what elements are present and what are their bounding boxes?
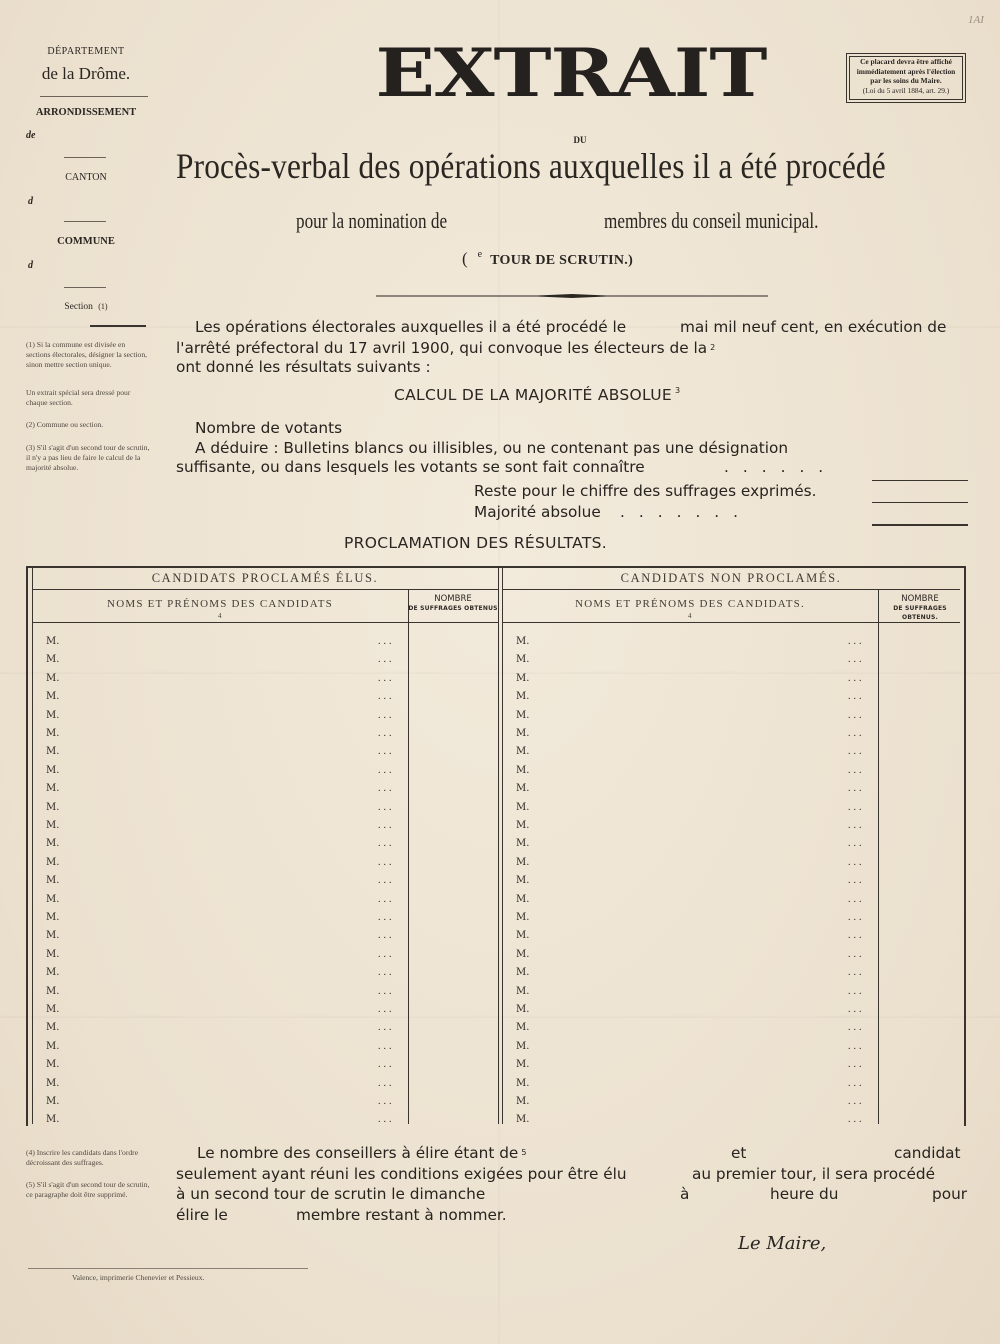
non-elus-candidate-name-24: M.	[516, 1059, 530, 1071]
elus-candidate-dots-2: ...	[378, 654, 395, 666]
elus-candidate-dots-4: ...	[378, 691, 395, 703]
elus-candidate-dots-15: ...	[378, 893, 395, 905]
printer-rule	[28, 1268, 308, 1269]
archive-corner-mark: 1AI	[968, 14, 984, 26]
canton-prefix: d	[28, 196, 33, 207]
elus-candidate-dots-11: ...	[378, 820, 395, 831]
footnote-2: (2) Commune ou section.	[26, 420, 104, 429]
non-elus-noms-header: NOMS ET PRÉNOMS DES CANDIDATS.	[575, 598, 805, 610]
non-elus-candidate-name-27: M.	[516, 1114, 530, 1126]
non-elus-candidate-dots-13: ...	[848, 856, 865, 868]
elus-candidate-name-1: M.	[46, 636, 60, 647]
placard-line: (Loi du 5 avril 1884, art. 29.)	[862, 85, 950, 95]
footnote-ref-3: 3	[674, 386, 681, 395]
footnote-3: (3) S'il s'agit d'un second tour de scrutin, il n'y a pas lieu de faire le calcul de la majorité absolue.	[26, 443, 150, 472]
arrondissement-label: ARRONDISSEMENT	[35, 107, 137, 118]
non-elus-candidate-dots-14: ...	[848, 875, 865, 887]
nomination-text: pour la nomination de	[296, 208, 448, 233]
conclusion-line-2a: seulement ayant réuni les conditions exigées pour être élu	[176, 1165, 627, 1183]
elus-candidate-name-24: M.	[46, 1059, 60, 1071]
non-elus-candidate-name-4: M.	[516, 691, 530, 703]
elus-candidate-dots-19: ...	[378, 967, 395, 979]
elus-candidate-dots-16: ...	[378, 912, 395, 923]
table-elus	[32, 568, 498, 1124]
elus-nombre-header	[408, 595, 498, 613]
non-elus-candidate-dots-16: ...	[848, 912, 865, 923]
elus-candidate-name-13: M.	[46, 856, 60, 868]
non-elus-candidate-dots-9: ...	[848, 783, 865, 795]
non-elus-candidate-name-2: M.	[516, 654, 530, 666]
elus-candidate-name-7: M.	[46, 746, 60, 758]
non-elus-candidate-name-10: M.	[516, 801, 530, 813]
placard-line: par les soins du Maire.	[870, 76, 942, 86]
table-col-divider	[408, 589, 409, 1124]
du-label: DU	[573, 135, 587, 145]
poster-title: EXTRAIT	[375, 34, 767, 113]
elus-candidate-dots-13: ...	[378, 856, 395, 868]
tour-text: TOUR DE SCRUTIN.)	[490, 253, 634, 268]
non-elus-candidate-dots-20: ...	[848, 985, 865, 997]
non-elus-noms-footnote-ref: 4	[688, 612, 692, 620]
section-footnote-ref: (1)	[98, 302, 108, 311]
elus-candidate-dots-12: ...	[378, 838, 395, 850]
suffrages-label: DE SUFFRAGES OBTENUS.	[893, 605, 947, 621]
departement-name: de la Drôme.	[41, 64, 131, 83]
elus-candidate-dots-8: ...	[378, 764, 395, 776]
proces-verbal-title: Procès-verbal des opérations auxquelles il a été procédé	[176, 146, 886, 186]
conclusion-line-4a: élire le	[176, 1206, 228, 1224]
elus-candidate-name-23: M.	[46, 1040, 60, 1052]
non-elus-candidate-dots-11: ...	[848, 820, 865, 831]
non-elus-candidate-dots-5: ...	[848, 709, 865, 721]
non-elus-candidate-name-21: M.	[516, 1004, 530, 1015]
non-elus-candidate-name-23: M.	[516, 1040, 530, 1052]
deduire-line-1: A déduire : Bulletins blancs ou illisibles, ou ne contenant pas une désignation	[195, 439, 789, 457]
elus-candidate-dots-27: ...	[378, 1114, 395, 1126]
table-border	[498, 568, 499, 1124]
table-col-divider	[878, 589, 879, 1124]
elus-candidate-name-19: M.	[46, 967, 60, 979]
table-rule	[32, 589, 498, 590]
results-table	[26, 566, 966, 1126]
elus-candidate-name-18: M.	[46, 948, 60, 960]
reste-text: Reste pour le chiffre des suffrages exprimés	[474, 482, 812, 500]
non-elus-candidate-dots-10: ...	[848, 801, 865, 813]
elus-candidate-name-27: M.	[46, 1114, 60, 1126]
conclusion-line-3a: à un second tour de scrutin le dimanche	[176, 1185, 486, 1203]
non-elus-candidate-name-18: M.	[516, 948, 530, 960]
non-elus-candidate-dots-19: ...	[848, 967, 865, 979]
elus-candidate-name-25: M.	[46, 1077, 60, 1089]
non-elus-nombre-header	[878, 595, 962, 622]
commune-label: COMMUNE	[57, 236, 115, 247]
non-elus-candidate-dots-27: ...	[848, 1114, 865, 1126]
non-elus-candidate-name-3: M.	[516, 672, 530, 684]
non-elus-candidate-name-9: M.	[516, 783, 530, 795]
signature-le-maire: Le Maire,	[738, 1233, 827, 1254]
elus-candidate-dots-1: ...	[378, 636, 395, 647]
elus-candidate-name-3: M.	[46, 672, 60, 684]
table-rule	[502, 622, 960, 623]
votants-label: Nombre de votants	[195, 419, 343, 437]
non-elus-candidate-name-15: M.	[516, 893, 530, 905]
footnote-1b: Un extrait spécial sera dressé pour chaque section.	[26, 388, 131, 407]
conclusion-line-4b: membre restant à nommer.	[296, 1206, 507, 1224]
elus-candidate-dots-3: ...	[378, 672, 395, 684]
elus-candidate-dots-23: ...	[378, 1040, 395, 1052]
commune-prefix: d	[28, 260, 33, 271]
non-elus-candidate-dots-17: ...	[848, 930, 865, 942]
blank-majorite-value	[872, 524, 968, 526]
placard-line: immédiatement après l'élection	[856, 66, 956, 76]
tour-de-scrutin	[462, 249, 633, 269]
non-elus-candidate-dots-21: ...	[848, 1004, 865, 1015]
suffrages-label: DE SUFFRAGES OBTENUS	[408, 605, 498, 612]
placard-notice	[846, 53, 966, 103]
elus-title: CANDIDATS PROCLAMÉS ÉLUS.	[151, 571, 379, 585]
header-ornament-rule	[376, 294, 768, 298]
non-elus-candidate-name-7: M.	[516, 746, 530, 758]
intro-line-2-text: l'arrêté préfectoral du 17 avril 1900, qui convoque les électeurs de la	[176, 339, 708, 357]
elus-candidate-name-21: M.	[46, 1004, 60, 1015]
non-elus-candidate-dots-26: ...	[848, 1096, 865, 1107]
non-elus-candidate-name-26: M.	[516, 1096, 530, 1107]
proclamation-title: PROCLAMATION DES RÉSULTATS.	[344, 534, 608, 552]
elus-candidate-dots-25: ...	[378, 1077, 395, 1089]
intro-line-3: ont donné les résultats suivants :	[176, 358, 431, 376]
non-elus-candidate-dots-8: ...	[848, 764, 865, 776]
majorite-title	[394, 386, 680, 404]
conclusion-line-2b: au premier tour, il sera procédé	[692, 1165, 936, 1183]
non-elus-candidate-name-1: M.	[516, 636, 530, 647]
elus-candidate-dots-21: ...	[378, 1004, 395, 1015]
conclusion-line-3c: heure du	[770, 1185, 839, 1203]
elus-noms-footnote-ref: 4	[218, 612, 222, 620]
elus-candidate-name-22: M.	[46, 1022, 60, 1034]
elus-candidate-dots-6: ...	[378, 728, 395, 739]
non-elus-candidate-dots-4: ...	[848, 691, 865, 703]
majorite-absolue-label: Majorité absolue	[474, 503, 601, 521]
elus-candidate-name-16: M.	[46, 912, 60, 923]
elus-candidate-name-11: M.	[46, 820, 60, 831]
non-elus-candidate-name-17: M.	[516, 930, 530, 942]
blank-reste-value	[872, 502, 968, 503]
non-elus-candidate-dots-7: ...	[848, 746, 865, 758]
elus-candidate-name-15: M.	[46, 893, 60, 905]
section-label-text: Section	[64, 302, 93, 312]
elus-candidate-dots-20: ...	[378, 985, 395, 997]
conclusion-line-1c: candidat	[894, 1144, 961, 1162]
elus-candidate-name-5: M.	[46, 709, 60, 721]
elus-candidate-dots-7: ...	[378, 746, 395, 758]
printer-credit: Valence, imprimerie Chenevier et Pessieux.	[72, 1273, 205, 1282]
conclusion-text: Le nombre des conseillers à élire étant de	[197, 1144, 519, 1162]
non-elus-candidate-name-19: M.	[516, 967, 530, 979]
non-elus-candidate-dots-6: ...	[848, 728, 865, 739]
non-elus-candidate-name-20: M.	[516, 985, 530, 997]
footnote-5: (5) S'il s'agit d'un second tour de scrutin, ce paragraphe doit être supprimé.	[26, 1180, 150, 1199]
non-elus-candidate-name-13: M.	[516, 856, 530, 868]
membres-text: membres du conseil municipal.	[604, 208, 819, 233]
nombre-label: NOMBRE	[901, 594, 939, 604]
non-elus-candidate-dots-24: ...	[848, 1059, 865, 1071]
elus-candidate-name-17: M.	[46, 930, 60, 942]
elus-candidate-name-26: M.	[46, 1096, 60, 1107]
intro-line-2	[176, 338, 715, 358]
elus-candidate-name-8: M.	[46, 764, 60, 776]
conclusion-line-3d: pour	[932, 1185, 968, 1203]
footnote-ref-2: 2	[710, 343, 716, 352]
non-elus-candidate-dots-23: ...	[848, 1040, 865, 1052]
elus-candidate-dots-18: ...	[378, 948, 395, 960]
non-elus-candidate-name-22: M.	[516, 1022, 530, 1034]
footnote-ref-5: 5	[521, 1148, 527, 1157]
table-rule	[502, 589, 960, 590]
table-non-elus	[502, 568, 960, 1124]
non-elus-candidate-dots-15: ...	[848, 893, 865, 905]
non-elus-candidate-name-5: M.	[516, 709, 530, 721]
non-elus-candidate-dots-18: ...	[848, 948, 865, 960]
intro-line-1b: mai mil neuf cent, en exécution de	[680, 318, 947, 336]
intro-line-1a: Les opérations électorales auxquelles il a été procédé le	[195, 318, 627, 336]
placard-line: Ce placard devra être affiché	[860, 57, 952, 66]
reste-label	[474, 481, 817, 501]
non-elus-candidate-dots-25: ...	[848, 1077, 865, 1089]
non-elus-candidate-name-8: M.	[516, 764, 530, 776]
elus-candidate-dots-5: ...	[378, 709, 395, 721]
elus-candidate-dots-14: ...	[378, 875, 395, 887]
left-rule	[64, 221, 106, 222]
deduire-line-2: suffisante, ou dans lesquels les votants se sont fait connaître	[176, 458, 645, 476]
non-elus-candidate-name-16: M.	[516, 912, 530, 923]
departement-label: DÉPARTEMENT	[47, 46, 125, 57]
left-rule	[40, 96, 148, 97]
conclusion-line-3b: à	[680, 1185, 690, 1203]
footnote-1: (1) Si la commune est divisée en sections électorales, désigner la section, sinon mettre section unique.	[26, 340, 148, 369]
non-elus-candidate-name-6: M.	[516, 728, 530, 739]
elus-candidate-name-6: M.	[46, 728, 60, 739]
section-label	[22, 302, 150, 312]
reste-dot: .	[811, 482, 817, 500]
table-border	[502, 568, 503, 1124]
non-elus-candidate-name-12: M.	[516, 838, 530, 850]
elus-candidate-name-10: M.	[46, 801, 60, 813]
elus-candidate-dots-24: ...	[378, 1059, 395, 1071]
conclusion-line-1b: et	[731, 1144, 747, 1162]
non-elus-candidate-dots-3: ...	[848, 672, 865, 684]
elus-candidate-dots-9: ...	[378, 783, 395, 795]
arrondissement-prefix: de	[26, 130, 36, 141]
tour-ordinal: e	[477, 249, 483, 260]
elus-candidate-dots-10: ...	[378, 801, 395, 813]
non-elus-title: CANDIDATS NON PROCLAMÉS.	[620, 571, 842, 585]
non-elus-candidate-name-14: M.	[516, 875, 530, 887]
majorite-title-text: CALCUL DE LA MAJORITÉ ABSOLUE	[394, 386, 672, 404]
canton-label: CANTON	[65, 172, 107, 183]
non-elus-candidate-dots-22: ...	[848, 1022, 865, 1034]
non-elus-candidate-dots-12: ...	[848, 838, 865, 850]
footnote-4: (4) Inscrire les candidats dans l'ordre décroissant des suffrages.	[26, 1148, 139, 1167]
non-elus-candidate-dots-2: ...	[848, 654, 865, 666]
elus-candidate-dots-22: ...	[378, 1022, 395, 1034]
left-rule	[64, 157, 106, 158]
nombre-label: NOMBRE	[434, 594, 472, 604]
deduire-dots: ......	[724, 458, 838, 476]
conclusion-line-1a	[197, 1143, 526, 1163]
table-rule	[32, 622, 498, 623]
left-rule	[64, 287, 106, 288]
elus-candidate-dots-17: ...	[378, 930, 395, 942]
non-elus-candidate-name-25: M.	[516, 1077, 530, 1089]
non-elus-candidate-name-11: M.	[516, 820, 530, 831]
elus-noms-header: NOMS ET PRÉNOMS DES CANDIDATS	[107, 598, 333, 610]
tour-open-paren: (	[462, 249, 468, 268]
elus-candidate-name-4: M.	[46, 691, 60, 703]
majorite-dots: .......	[620, 503, 753, 521]
elus-candidate-name-9: M.	[46, 783, 60, 795]
left-rule	[90, 325, 146, 327]
elus-candidate-name-12: M.	[46, 838, 60, 850]
non-elus-candidate-dots-1: ...	[848, 636, 865, 647]
elus-candidate-name-20: M.	[46, 985, 60, 997]
elus-candidate-name-2: M.	[46, 654, 60, 666]
table-border	[32, 568, 33, 1124]
elus-candidate-dots-26: ...	[378, 1096, 395, 1107]
elus-candidate-name-14: M.	[46, 875, 60, 887]
blank-deduire-value	[872, 480, 968, 481]
